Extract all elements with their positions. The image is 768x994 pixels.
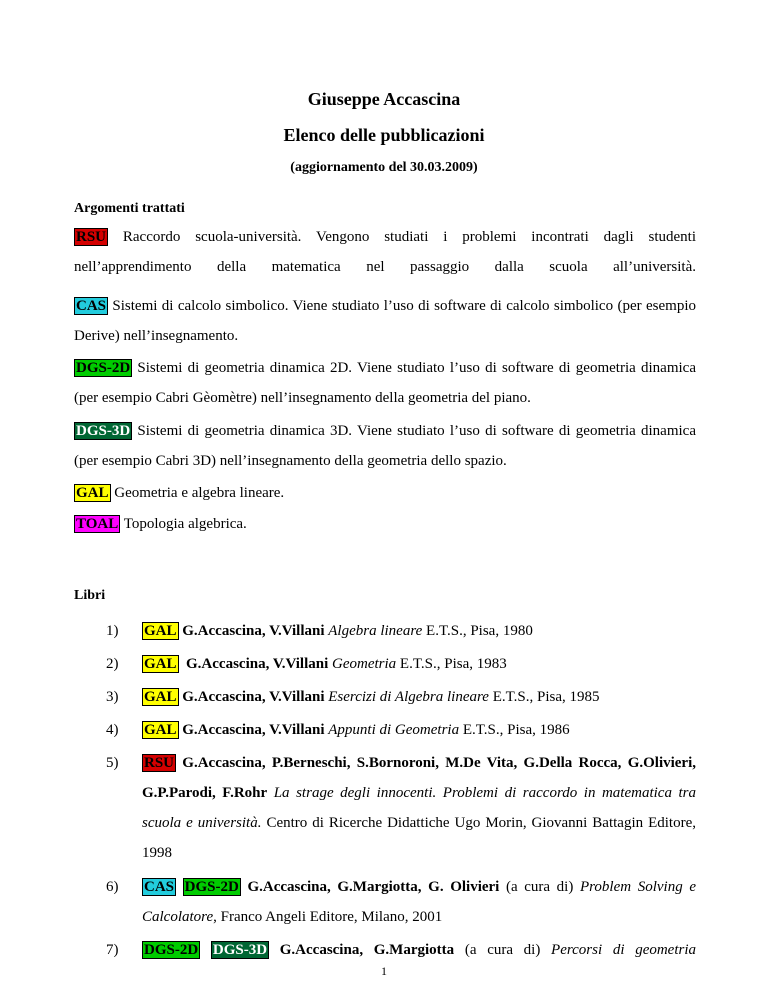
book-title: Percorsi di geometria: [551, 942, 696, 958]
book-editor-note: (a cura di): [499, 879, 580, 895]
tag-rsu: RSU: [76, 229, 107, 245]
book-publisher: E.T.S., Pisa, 1985: [488, 689, 600, 705]
book-item: [106, 682, 696, 712]
book-title: Geometria: [332, 656, 397, 672]
book-title: Problem Solving e Calcolatore: [142, 879, 696, 925]
topic-gal: [74, 478, 696, 508]
tag-rsu: RSU: [144, 755, 175, 771]
book-item: [106, 649, 696, 679]
book-number: 4): [106, 722, 119, 738]
topic-text: Sistemi di calcolo simbolico. Viene studiato l’uso di software di calcolo simbolico (per esempio Derive) nell’insegnamento.: [74, 298, 696, 344]
book-number: 1): [106, 623, 119, 639]
tag-gal: GAL: [144, 689, 177, 705]
book-item: [106, 748, 696, 868]
book-item: [106, 616, 696, 646]
tag-dgs2d: DGS-2D: [144, 942, 199, 958]
tag-gal: GAL: [76, 485, 109, 501]
tag-cas: CAS: [144, 879, 175, 895]
book-authors: G.Accascina, V.Villani: [182, 689, 325, 705]
tag-gal: GAL: [144, 623, 177, 639]
topic-rsu: [74, 222, 696, 282]
book-publisher: E.T.S., Pisa, 1980: [422, 623, 533, 639]
tag-dgs3d: DGS-3D: [76, 423, 131, 439]
book-title: Appunti di Geometria: [328, 722, 460, 738]
document-title: Elenco delle pubblicazioni: [283, 125, 485, 145]
book-number: 6): [106, 879, 119, 895]
book-publisher: , Franco Angeli Editore, Milano, 2001: [213, 909, 443, 925]
document-header: [0, 76, 768, 178]
topic-dgs2d: [74, 353, 696, 413]
book-title: Esercizi di Algebra lineare: [328, 689, 489, 705]
book-authors: G.Accascina, V.Villani: [182, 623, 325, 639]
book-authors: G.Accascina, V.Villani: [186, 656, 329, 672]
book-number: 7): [106, 942, 119, 958]
topic-text: Topologia algebrica.: [120, 516, 247, 532]
book-title: Algebra lineare: [328, 623, 423, 639]
book-publisher: Centro di Ricerche Didattiche Ugo Morin, Giovanni Battagin Editore, 1998: [142, 815, 696, 861]
book-number: 2): [106, 656, 119, 672]
topic-text: Sistemi di geometria dinamica 3D. Viene studiato l’uso di software di geometria dinamica (per esempio Cabri 3D) nell’insegnamento della geometria dello spazio.: [74, 423, 696, 469]
book-title: La strage degli innocenti: [273, 785, 433, 801]
books-heading: Libri: [74, 588, 106, 603]
page-number: 1: [381, 964, 387, 978]
tag-dgs3d: DGS-3D: [212, 942, 268, 958]
topic-text: Geometria e algebra lineare.: [110, 485, 285, 501]
author-name: Giuseppe Accascina: [307, 89, 461, 109]
topics-heading: Argomenti trattati: [74, 201, 185, 216]
book-number: 5): [106, 755, 119, 771]
tag-toal: TOAL: [76, 516, 119, 532]
topic-toal: [74, 509, 696, 539]
book-subtitle: . Problemi di raccordo in matematica tra scuola e università.: [142, 785, 697, 831]
book-item: [106, 715, 696, 745]
book-number: 3): [106, 689, 119, 705]
book-authors: G.Accascina, V.Villani: [182, 722, 325, 738]
book-authors: G.Accascina, G.Margiotta: [279, 942, 455, 958]
topic-cas: [74, 291, 696, 351]
book-publisher: E.T.S., Pisa, 1983: [396, 656, 507, 672]
tag-dgs2d: DGS-2D: [76, 360, 131, 376]
tag-cas: CAS: [76, 298, 107, 314]
book-editor-note: (a cura di): [454, 942, 552, 958]
topic-dgs3d: [74, 416, 696, 476]
tag-gal: GAL: [144, 722, 177, 738]
update-date: (aggiornamento del 30.03.2009): [290, 160, 478, 175]
tag-gal: GAL: [144, 656, 177, 672]
topic-text: Sistemi di geometria dinamica 2D. Viene studiato l’uso di software di geometria dinamica (per esempio Cabri Gèomètre) nell’insegnamento della geometria del piano.: [74, 360, 696, 406]
book-authors: G.Accascina, P.Berneschi, S.Bornoroni, M.De Vita, G.Della Rocca, G.Olivieri, G.P.Parodi, F.Rohr: [142, 755, 697, 801]
book-publisher: E.T.S., Pisa, 1986: [459, 722, 570, 738]
tag-dgs2d: DGS-2D: [184, 879, 239, 895]
book-item: [106, 935, 696, 963]
book-authors: G.Accascina, G.Margiotta, G. Olivieri: [247, 879, 500, 895]
book-item: [106, 872, 696, 932]
topic-text: Raccordo scuola-università. Vengono studiati i problemi incontrati dagli studenti nell’apprendimento della matematica nel passaggio dalla scuola all’università.: [74, 229, 696, 275]
